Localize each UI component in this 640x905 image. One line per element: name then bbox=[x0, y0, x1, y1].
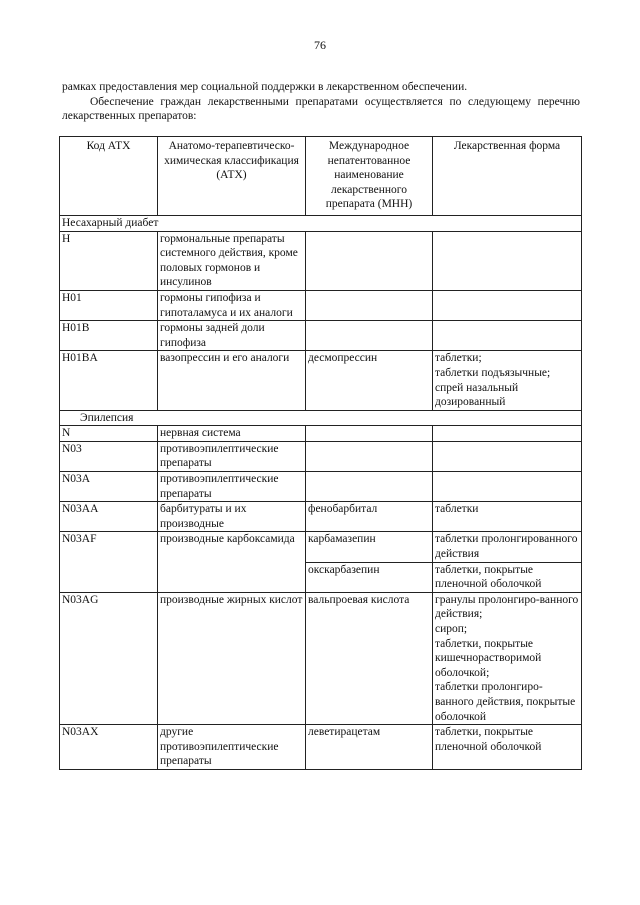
cell-inn bbox=[306, 441, 433, 471]
cell-inn bbox=[306, 231, 433, 290]
table-row bbox=[60, 592, 582, 724]
cell-form bbox=[433, 231, 582, 290]
header-form: Лекарственная форма bbox=[433, 137, 582, 216]
drug-list-table bbox=[59, 136, 582, 770]
table-row bbox=[60, 532, 582, 562]
section-row-epilepsy bbox=[60, 410, 582, 426]
cell-inn: вальпроевая кислота bbox=[306, 592, 433, 724]
cell-atc-code: H01BA bbox=[60, 351, 158, 410]
cell-form: таблетки bbox=[433, 502, 582, 532]
cell-atc-code: N03A bbox=[60, 472, 158, 502]
table-row bbox=[60, 472, 582, 502]
cell-atc-code: N03AF bbox=[60, 532, 158, 592]
cell-classification: нервная система bbox=[158, 426, 306, 442]
cell-classification: гормоны задней доли гипофиза bbox=[158, 321, 306, 351]
cell-form: таблетки; таблетки подъязычные; спрей назальный дозированный bbox=[433, 351, 582, 410]
cell-classification: вазопрессин и его аналоги bbox=[158, 351, 306, 410]
table-header-row bbox=[60, 137, 582, 216]
table-row bbox=[60, 231, 582, 290]
cell-inn bbox=[306, 472, 433, 502]
cell-inn bbox=[306, 290, 433, 320]
cell-form bbox=[433, 441, 582, 471]
cell-inn: фенобарбитал bbox=[306, 502, 433, 532]
table-row bbox=[60, 502, 582, 532]
cell-atc-code: H01B bbox=[60, 321, 158, 351]
cell-inn: леветирацетам bbox=[306, 725, 433, 770]
cell-classification: гормоны гипофиза и гипоталамуса и их аналоги bbox=[158, 290, 306, 320]
cell-inn: десмопрессин bbox=[306, 351, 433, 410]
page-number: 76 bbox=[314, 38, 326, 52]
cell-form: таблетки, покрытые пленочной оболочкой bbox=[433, 725, 582, 770]
cell-form: таблетки пролонгированного действия bbox=[433, 532, 582, 562]
section-title-epilepsy: Эпилепсия bbox=[60, 410, 582, 426]
table-row bbox=[60, 725, 582, 770]
header-classification: Анатомо-терапевтическо-химическая классификация (АТХ) bbox=[158, 137, 306, 216]
cell-atc-code: H01 bbox=[60, 290, 158, 320]
cell-form bbox=[433, 290, 582, 320]
cell-classification: другие противоэпилептические препараты bbox=[158, 725, 306, 770]
cell-form bbox=[433, 321, 582, 351]
cell-form bbox=[433, 426, 582, 442]
cell-classification: противоэпилептические препараты bbox=[158, 472, 306, 502]
cell-atc-code: N bbox=[60, 426, 158, 442]
cell-classification: барбитураты и их производные bbox=[158, 502, 306, 532]
cell-form bbox=[433, 472, 582, 502]
table-row bbox=[60, 290, 582, 320]
table-row bbox=[60, 351, 582, 410]
section-title-diabetes: Несахарный диабет bbox=[60, 215, 582, 231]
table-row bbox=[60, 321, 582, 351]
cell-atc-code: N03AA bbox=[60, 502, 158, 532]
cell-atc-code: H bbox=[60, 231, 158, 290]
cell-classification: производные карбоксамида bbox=[158, 532, 306, 592]
cell-classification: производные жирных кислот bbox=[158, 592, 306, 724]
table-row bbox=[60, 441, 582, 471]
intro-line-1: рамках предоставления мер социальной поддержки в лекарственном обеспечении. bbox=[62, 81, 468, 93]
cell-atc-code: N03AX bbox=[60, 725, 158, 770]
section-row-diabetes bbox=[60, 215, 582, 231]
cell-classification: гормональные препараты системного действия, кроме половых гормонов и инсулинов bbox=[158, 231, 306, 290]
header-atc-code: Код АТХ bbox=[60, 137, 158, 216]
cell-inn: окскарбазепин bbox=[306, 562, 433, 592]
cell-atc-code: N03AG bbox=[60, 592, 158, 724]
table-row bbox=[60, 426, 582, 442]
cell-form: гранулы пролонгиро-ванного действия; сироп; таблетки, покрытые кишечнорастворимой оболочкой; таблетки пролонгиро-ванного действия, покрытые оболочкой bbox=[433, 592, 582, 724]
cell-inn bbox=[306, 321, 433, 351]
cell-inn bbox=[306, 426, 433, 442]
header-inn: Международное непатентованное наименование лекарственного препарата (МНН) bbox=[306, 137, 433, 216]
cell-inn: карбамазепин bbox=[306, 532, 433, 562]
intro-line-2: Обеспечение граждан лекарственными препаратами осуществляется по следующему перечню лекарственных препаратов: bbox=[62, 95, 580, 123]
intro-text bbox=[62, 80, 580, 124]
cell-atc-code: N03 bbox=[60, 441, 158, 471]
cell-form: таблетки, покрытые пленочной оболочкой bbox=[433, 562, 582, 592]
cell-classification: противоэпилептические препараты bbox=[158, 441, 306, 471]
